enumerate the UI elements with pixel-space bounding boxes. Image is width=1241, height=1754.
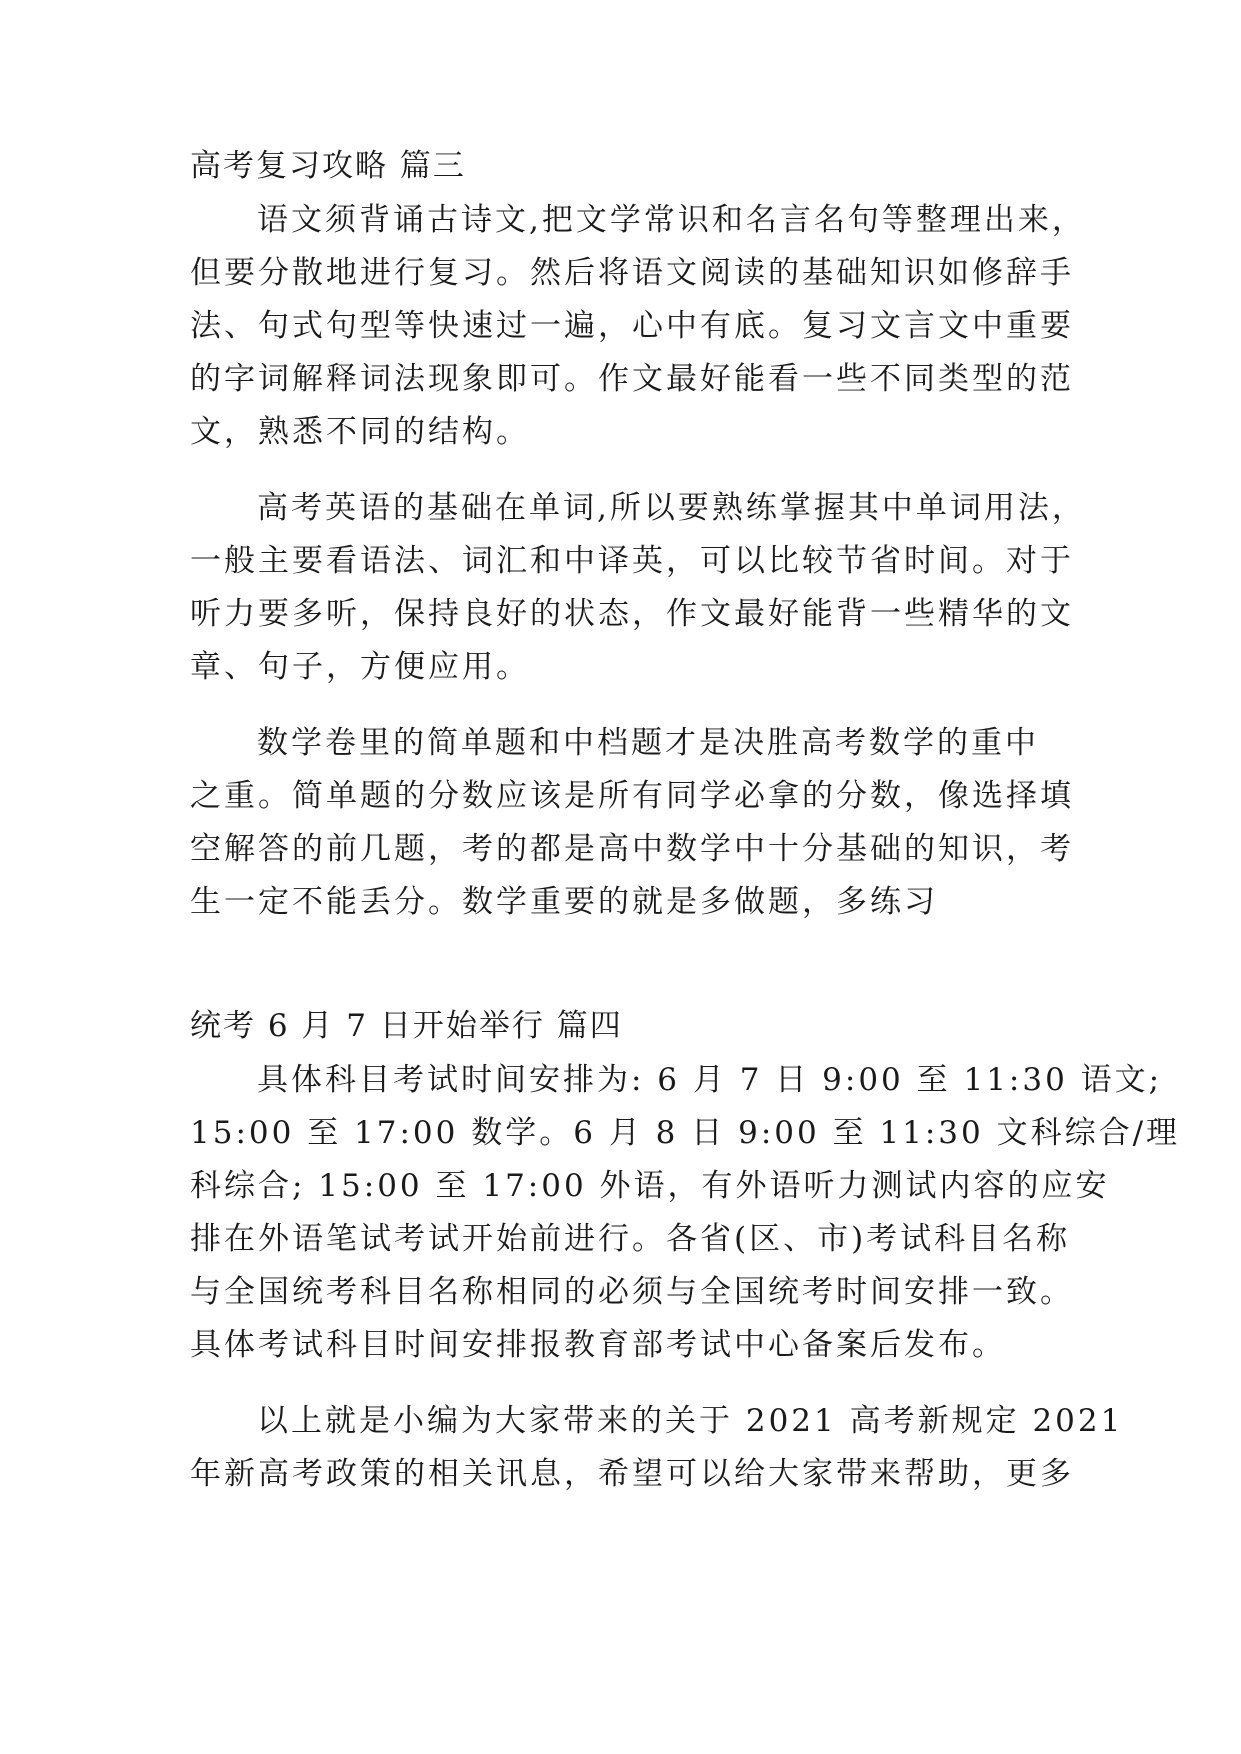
paragraph-line: 具体科目考试时间安排为: 6 月 7 日 9:00 至 11:30 语文; xyxy=(257,1062,1163,1098)
section-heading-4: 统考 6 月 7 日开始举行 篇四 xyxy=(190,1008,623,1044)
paragraph-line: 听力要多听，保持良好的状态，作文最好能背一些精华的文 xyxy=(190,596,1074,632)
paragraph-line: 生一定不能丢分。数学重要的就是多做题，多练习 xyxy=(190,884,938,920)
paragraph-line: 的字词解释词法现象即可。作文最好能看一些不同类型的范 xyxy=(190,361,1074,397)
paragraph-line: 语文须背诵古诗文,把文学常识和名言名句等整理出来， xyxy=(257,202,1086,238)
paragraph-line: 高考英语的基础在单词,所以要熟练掌握其中单词用法， xyxy=(257,490,1086,526)
paragraph-line: 一般主要看语法、词汇和中译英，可以比较节省时间。对于 xyxy=(190,543,1074,579)
paragraph-line: 排在外语笔试考试开始前进行。各省(区、市)考试科目名称 xyxy=(190,1221,1071,1257)
paragraph-line: 年新高考政策的相关讯息，希望可以给大家带来帮助，更多 xyxy=(190,1456,1074,1492)
paragraph-line: 数学卷里的简单题和中档题才是决胜高考数学的重中 xyxy=(257,725,1039,761)
paragraph-line: 但要分散地进行复习。然后将语文阅读的基础知识如修辞手 xyxy=(190,255,1074,291)
paragraph-line: 15:00 至 17:00 数学。6 月 8 日 9:00 至 11:30 文科综合/理 xyxy=(190,1115,1181,1151)
paragraph-line: 具体考试科目时间安排报教育部考试中心备案后发布。 xyxy=(190,1327,1006,1363)
paragraph-line: 章、句子，方便应用。 xyxy=(190,649,530,685)
paragraph-line: 科综合; 15:00 至 17:00 外语，有外语听力测试内容的应安 xyxy=(190,1168,1110,1204)
paragraph-line: 法、句式句型等快速过一遍，心中有底。复习文言文中重要 xyxy=(190,308,1074,344)
paragraph-line: 文，熟悉不同的结构。 xyxy=(190,414,530,450)
paragraph-line: 空解答的前几题，考的都是高中数学中十分基础的知识，考 xyxy=(190,831,1074,867)
paragraph-line: 之重。简单题的分数应该是所有同学必拿的分数，像选择填 xyxy=(190,778,1074,814)
section-heading-3: 高考复习攻略 篇三 xyxy=(190,148,466,184)
paragraph-line: 与全国统考科目名称相同的必须与全国统考时间安排一致。 xyxy=(190,1274,1074,1310)
paragraph-line: 以上就是小编为大家带来的关于 2021 高考新规定 2021 xyxy=(257,1403,1124,1439)
